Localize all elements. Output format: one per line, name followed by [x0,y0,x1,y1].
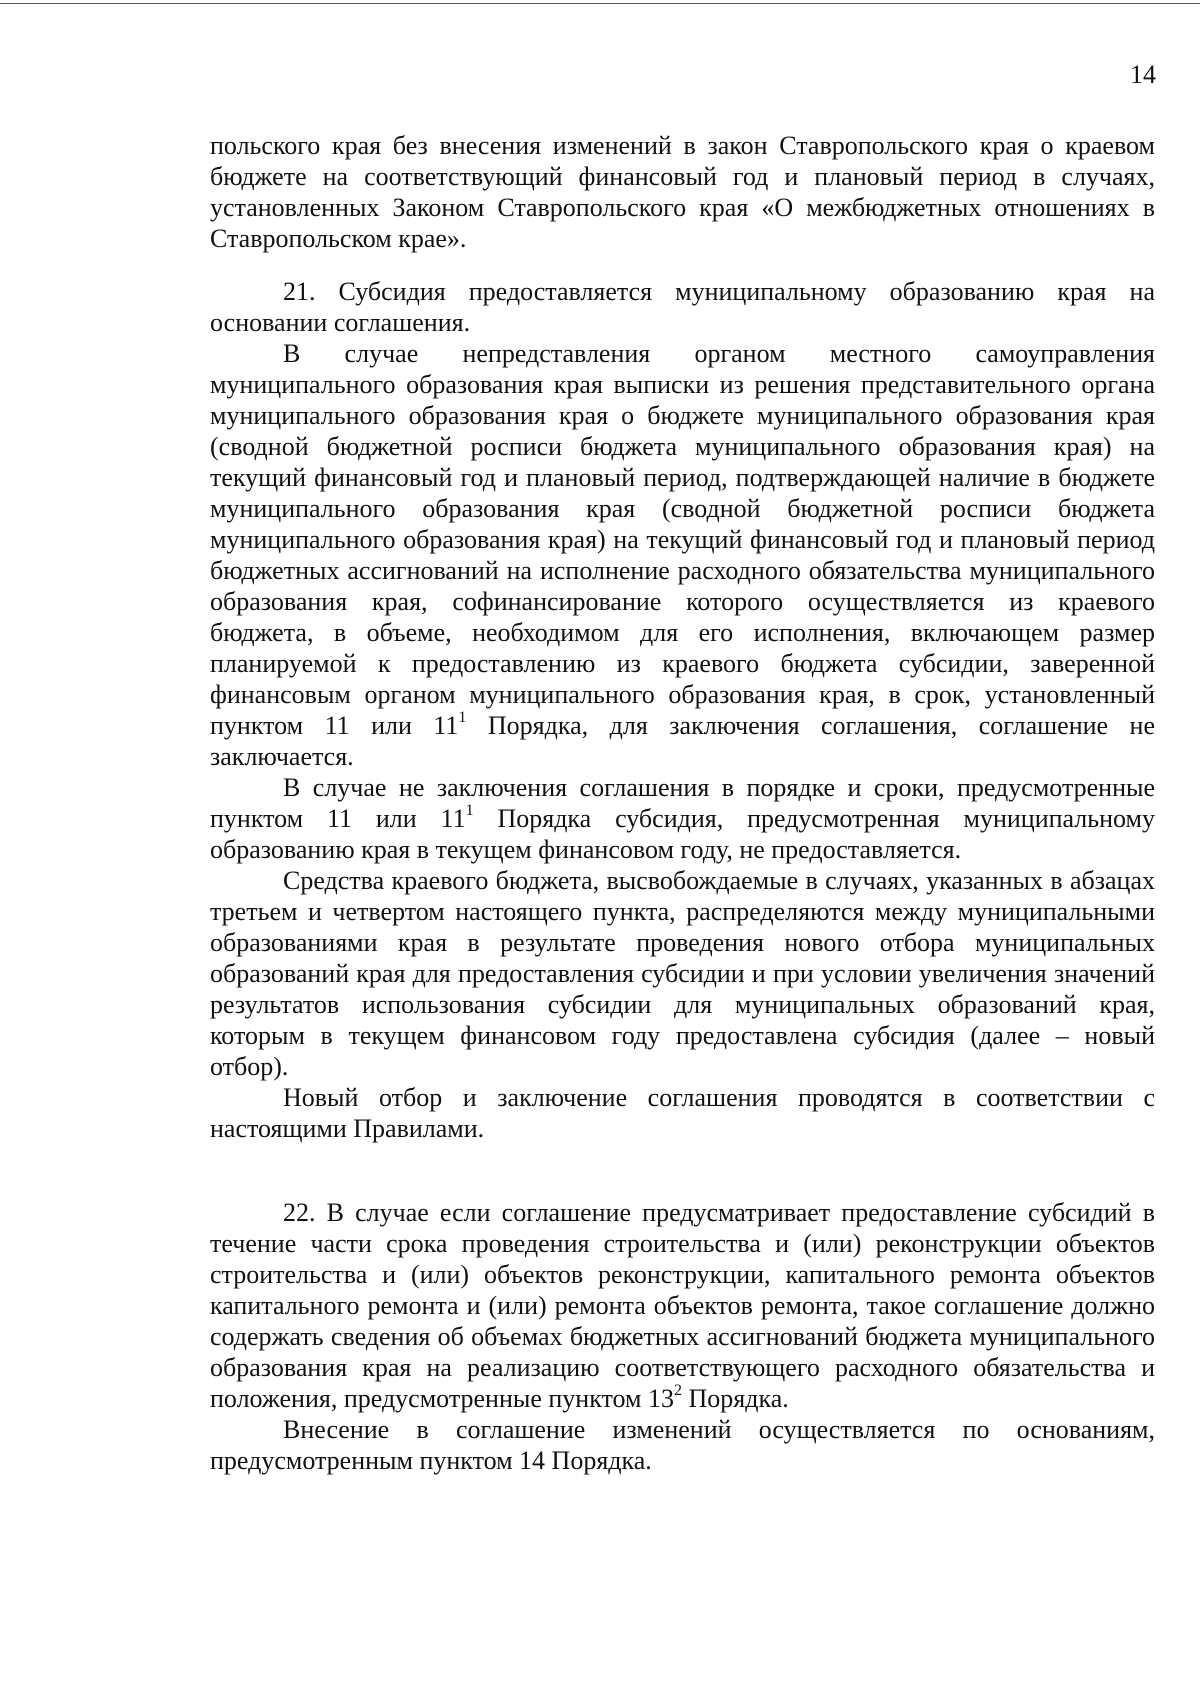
superscript: 1 [465,802,474,820]
paragraph-clause-22 [210,1197,1155,1414]
paragraph-new-selection: Новый отбор и заключение соглашения проводятся в соответствии с настоящими Правилами. [210,1083,1155,1143]
paragraph-text: Порядка субсидия, предусмотренная муниципальному образованию края в текущем финансовом году, не предоставляется. [210,804,1155,864]
scan-edge-line [0,3,1200,4]
paragraph-text: Порядка. [682,1384,789,1413]
paragraph-text: Порядка, для заключения соглашения, соглашение не заключается. [210,711,1156,771]
superscript: 1 [458,709,467,727]
document-body [210,130,1155,1476]
paragraph-text: В случае не заключения соглашения в порядке и сроки, предусмотренные пунктом 11 или 11 [210,773,1155,833]
paragraph-released-funds: Средства краевого бюджета, высвобождаемые в случаях, указанных в абзацах третьем и четвертом настоящего пункта, распределяются между муниципальными образованиями края в результате проведения нового отбора муниципальных образований края для предоставления субсидии и при условии увеличения значений результатов использования субсидии для муниципальных образований края, которым в текущем финансовом году предоставлена субсидия (далее – новый отбор). [210,866,1155,1081]
superscript: 2 [674,1382,682,1400]
paragraph-text: В случае непредставления органом местного самоуправления муниципального образования края выписки из решения представительного органа муниципального образования края о бюджете муниципального образования края (сводной бюджетной росписи бюджета муниципального образования края) на текущий финансовый год и плановый период, подтверждающей наличие в бюджете муниципального образования края (сводной бюджетной росписи бюджета муниципального образования края) на текущий финансовый год и плановый период бюджетных ассигнований на исполнение расходного обязательства муниципального образования края, софинансирование которого осуществляется из краевого бюджета, в объеме, необходимом для его исполнения, включающем размер планируемой к предоставлению из краевого бюджета субсидии, заверенной финансовым органом муниципального образования края, в срок, установленный пунктом 11 или 11 [210,339,1155,740]
paragraph-non-submission [210,338,1155,772]
paragraph-text: 22. В случае если соглашение предусматривает предоставление субсидий в течение части срока проведения строительства и (или) реконструкции объектов строительства и (или) объектов реконструкции, капитального ремонта объектов капитального ремонта и (или) ремонта объектов ремонта, такое соглашение должно содержать сведения об объемах бюджетных ассигнований бюджета муниципального образования края на реализацию соответствующего расходного обязательства и положения, предусмотренные пунктом 13 [210,1198,1155,1413]
page-number: 14 [1130,60,1156,89]
paragraph-continuation: польского края без внесения изменений в закон Ставропольского края о краевом бюджете на соответствующий финансовый год и плановый период в случаях, установленных Законом Ставропольского края «О межбюджетных отношениях в Ставропольском крае». [210,131,1155,253]
paragraph-non-conclusion [210,772,1155,865]
paragraph-clause-21: 21. Субсидия предоставляется муниципальному образованию края на основании соглашения. [210,277,1155,337]
paragraph-amendments: Внесение в соглашение изменений осуществляется по основаниям, предусмотренным пунктом 14 Порядка. [210,1415,1155,1475]
